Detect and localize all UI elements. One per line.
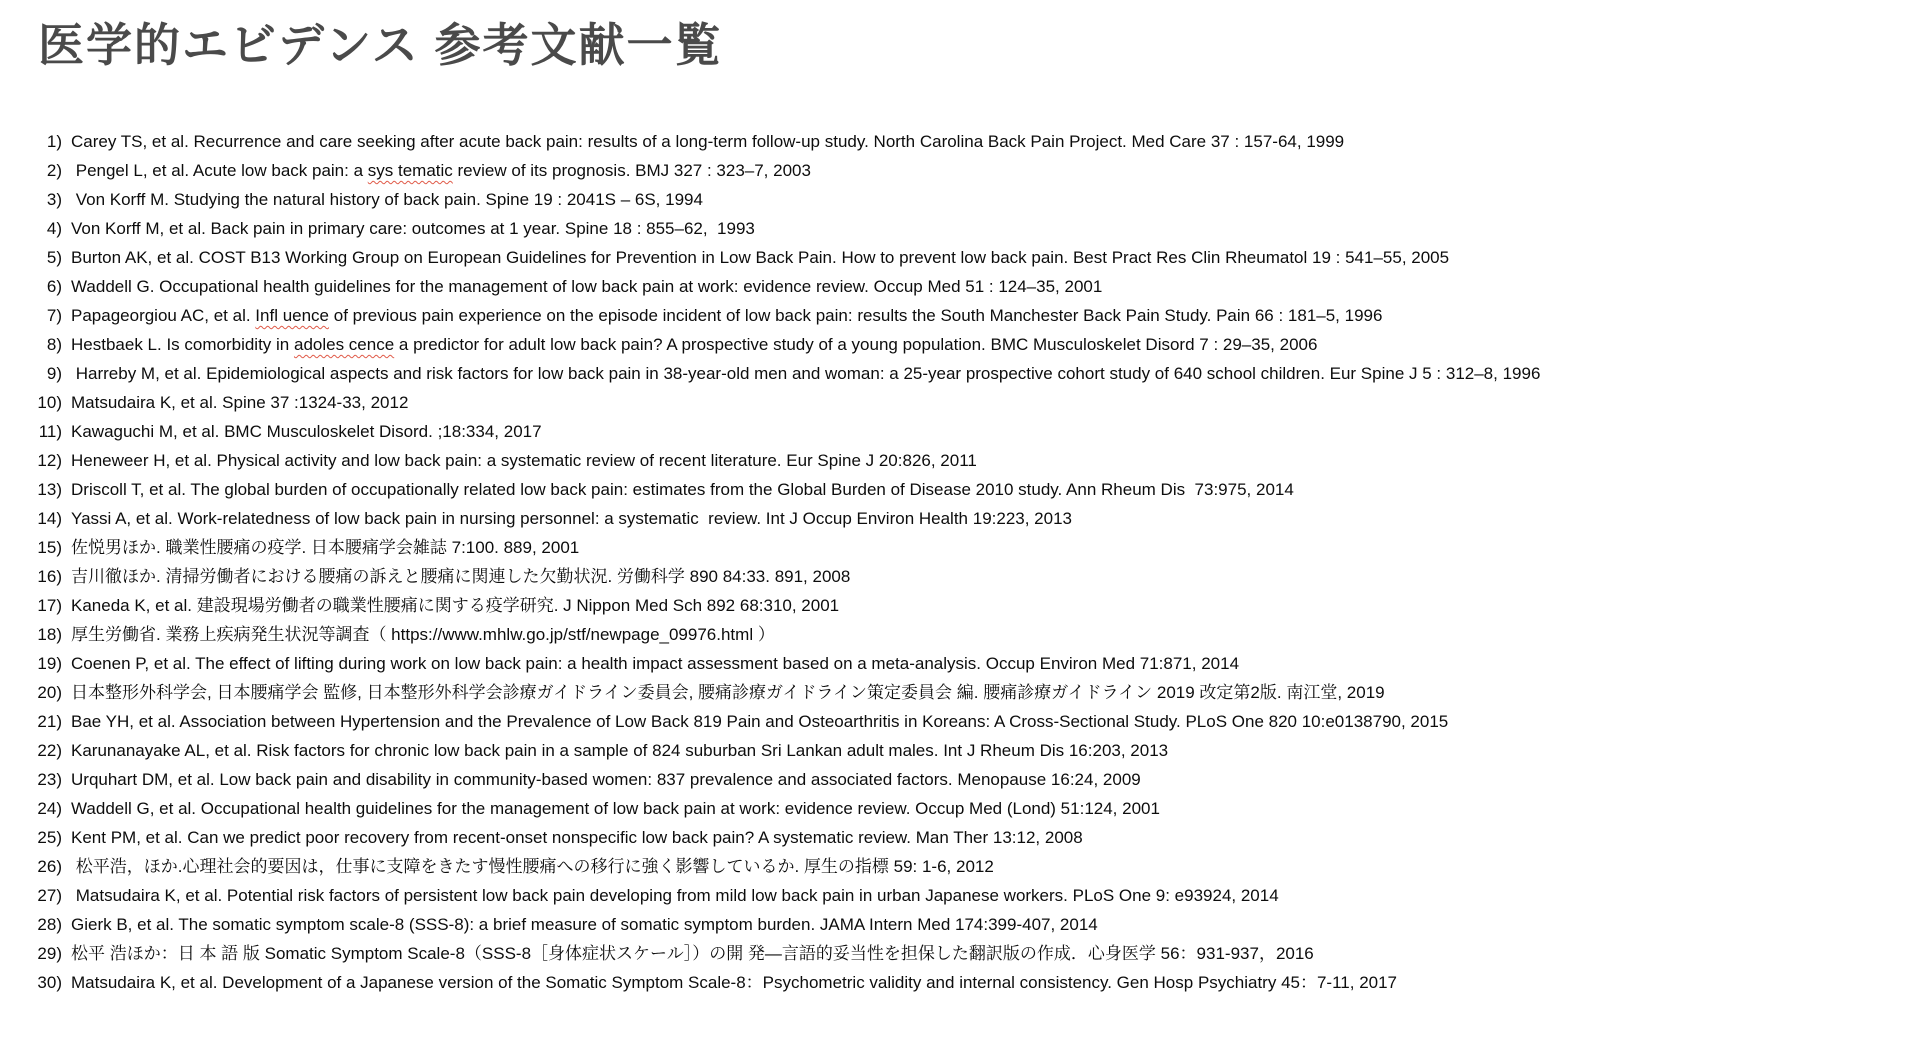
reference-number: 27)	[37, 886, 62, 906]
reference-number: 22)	[37, 741, 62, 761]
reference-number: 10)	[37, 393, 62, 413]
reference-item	[36, 939, 1914, 968]
reference-text: Matsudaira K, et al. Spine 37 :1324-33, 2012	[71, 393, 409, 413]
reference-item	[36, 504, 1914, 533]
reference-text: Gierk B, et al. The somatic symptom scale-8 (SSS-8): a brief measure of somatic symptom burden. JAMA Intern Med 174:399-407, 2014	[71, 915, 1098, 935]
reference-item	[36, 214, 1914, 243]
reference-item	[36, 272, 1914, 301]
reference-item	[36, 446, 1914, 475]
reference-text: Kent PM, et al. Can we predict poor recovery from recent-onset nonspecific low back pain? A systematic review. Man Ther 13:12, 2008	[71, 828, 1083, 848]
reference-item	[36, 649, 1914, 678]
reference-text: Waddell G, et al. Occupational health guidelines for the management of low back pain at work: evidence review. Occup Med (Lond) 51:124, 2001	[71, 799, 1160, 819]
reference-number: 11)	[38, 422, 62, 442]
reference-text: Waddell G. Occupational health guidelines for the management of low back pain at work: evidence review. Occup Med 51 : 124–35, 2001	[71, 277, 1103, 297]
reference-text: Hestbaek L. Is comorbidity in adoles cence a predictor for adult low back pain? A prospective study of a young population. BMC Musculoskelet Disord 7 : 29–35, 2006	[71, 335, 1318, 355]
reference-item	[36, 591, 1914, 620]
reference-number: 9)	[46, 364, 62, 384]
reference-number: 25)	[37, 828, 62, 848]
reference-number: 8)	[46, 335, 62, 355]
reference-number: 5)	[46, 248, 62, 268]
reference-number: 20)	[37, 683, 62, 703]
reference-item	[36, 301, 1914, 330]
reference-number: 7)	[46, 306, 62, 326]
reference-text: Pengel L, et al. Acute low back pain: a sys tematic review of its prognosis. BMJ 327 : 323–7, 2003	[71, 161, 811, 181]
reference-number: 28)	[37, 915, 62, 935]
reference-text: Urquhart DM, et al. Low back pain and disability in community-based women: 837 prevalence and associated factors. Menopause 16:24, 2009	[71, 770, 1141, 790]
reference-text: Papageorgiou AC, et al. Infl uence of previous pain experience on the episode incident of low back pain: results the South Manchester Back Pain Study. Pain 66 : 181–5, 1996	[71, 306, 1383, 326]
reference-text: Von Korff M. Studying the natural history of back pain. Spine 19 : 2041S – 6S, 1994	[71, 190, 703, 210]
reference-number: 21)	[37, 712, 62, 732]
reference-number: 23)	[37, 770, 62, 790]
reference-number: 4)	[46, 219, 62, 239]
reference-item	[36, 533, 1914, 562]
reference-number: 16)	[37, 567, 62, 587]
reference-text: 厚生労働省. 業務上疾病発生状況等調査（ https://www.mhlw.go.jp/stf/newpage_09976.html ）	[71, 625, 775, 645]
reference-item	[36, 678, 1914, 707]
reference-item	[36, 881, 1914, 910]
reference-text: Burton AK, et al. COST B13 Working Group on European Guidelines for Prevention in Low Back Pain. How to prevent low back pain. Best Pract Res Clin Rheumatol 19 : 541–55, 2005	[71, 248, 1450, 268]
reference-text: Karunanayake AL, et al. Risk factors for chronic low back pain in a sample of 824 suburban Sri Lankan adult males. Int J Rheum Dis 16:203, 2013	[71, 741, 1169, 761]
reference-number: 2)	[46, 161, 62, 181]
reference-item	[36, 968, 1914, 997]
reference-item	[36, 852, 1914, 881]
spellcheck-squiggle-text: Infl uence	[255, 306, 330, 326]
reference-item	[36, 417, 1914, 446]
reference-item	[36, 620, 1914, 649]
reference-item	[36, 794, 1914, 823]
reference-number: 30)	[37, 973, 62, 993]
reference-number: 6)	[46, 277, 62, 297]
reference-text: Harreby M, et al. Epidemiological aspects and risk factors for low back pain in 38-year-old men and woman: a 25-year prospective cohort study of 640 school children. Eur Spine J 5 : 312–8, 1996	[71, 364, 1541, 384]
reference-number: 13)	[37, 480, 62, 500]
reference-number: 12)	[37, 451, 62, 471]
reference-item	[36, 475, 1914, 504]
reference-item	[36, 127, 1914, 156]
reference-number: 19)	[37, 654, 62, 674]
spellcheck-squiggle-text: sys tematic	[367, 161, 453, 181]
reference-item	[36, 330, 1914, 359]
reference-number: 29)	[37, 944, 62, 964]
reference-text: Coenen P, et al. The effect of lifting during work on low back pain: a health impact assessment based on a meta-analysis. Occup Environ Med 71:871, 2014	[71, 654, 1240, 674]
reference-item	[36, 156, 1914, 185]
reference-number: 14)	[37, 509, 62, 529]
reference-text: Matsudaira K, et al. Potential risk factors of persistent low back pain developing from mild low back pain in urban Japanese workers. PLoS One 9: e93924, 2014	[71, 886, 1279, 906]
reference-text: Von Korff M, et al. Back pain in primary care: outcomes at 1 year. Spine 18 : 855–62, 1993	[71, 219, 755, 239]
reference-item	[36, 243, 1914, 272]
reference-text: Carey TS, et al. Recurrence and care seeking after acute back pain: results of a long-term follow-up study. North Carolina Back Pain Project. Med Care 37 : 157-64, 1999	[71, 132, 1345, 152]
reference-number: 15)	[37, 538, 62, 558]
reference-number: 26)	[37, 857, 62, 877]
reference-number: 17)	[37, 596, 62, 616]
reference-number: 24)	[37, 799, 62, 819]
reference-text: Yassi A, et al. Work-relatedness of low back pain in nursing personnel: a systematic review. Int J Occup Environ Health 19:223, 2013	[71, 509, 1072, 529]
reference-text: Driscoll T, et al. The global burden of occupationally related low back pain: estimates from the Global Burden of Disease 2010 study. Ann Rheum Dis 73:975, 2014	[71, 480, 1294, 500]
reference-text: Heneweer H, et al. Physical activity and low back pain: a systematic review of recent literature. Eur Spine J 20:826, 2011	[71, 451, 977, 471]
reference-list	[36, 127, 1914, 997]
reference-item	[36, 359, 1914, 388]
reference-text: 吉川徹ほか. 清掃労働者における腰痛の訴えと腰痛に関連した欠勤状況. 労働科学 890 84:33. 891, 2008	[71, 567, 851, 587]
reference-number: 18)	[37, 625, 62, 645]
reference-item	[36, 736, 1914, 765]
reference-text: Matsudaira K, et al. Development of a Japanese version of the Somatic Symptom Scale-8：Psychometric validity and internal consistency. Gen Hosp Psychiatry 45：7-11, 2017	[71, 973, 1398, 993]
spellcheck-squiggle-text: adoles cence	[293, 335, 395, 355]
reference-item	[36, 562, 1914, 591]
reference-item	[36, 765, 1914, 794]
reference-item	[36, 823, 1914, 852]
reference-text: 松平浩，ほか.心理社会的要因は，仕事に支障をきたす慢性腰痛への移行に強く影響しているか. 厚生の指標 59: 1-6, 2012	[71, 857, 994, 877]
reference-text: 佐悦男ほか. 職業性腰痛の疫学. 日本腰痛学会雑誌 7:100. 889, 2001	[71, 538, 580, 558]
reference-item	[36, 910, 1914, 939]
reference-item	[36, 388, 1914, 417]
reference-item	[36, 707, 1914, 736]
reference-text: 松平 浩ほか：日 本 語 版 Somatic Symptom Scale-8（SSS-8［身体症状スケール］）の開 発―言語的妥当性を担保した翻訳版の作成．心身医学 56：931-937，2016	[71, 944, 1314, 964]
reference-number: 3)	[46, 190, 62, 210]
reference-item	[36, 185, 1914, 214]
reference-text: Kaneda K, et al. 建設現場労働者の職業性腰痛に関する疫学研究. J Nippon Med Sch 892 68:310, 2001	[71, 596, 840, 616]
reference-text: Bae YH, et al. Association between Hypertension and the Prevalence of Low Back 819 Pain and Osteoarthritis in Koreans: A Cross-Sectional Study. PLoS One 820 10:e0138790, 2015	[71, 712, 1449, 732]
reference-text: Kawaguchi M, et al. BMC Musculoskelet Disord. ;18:334, 2017	[71, 422, 542, 442]
reference-number: 1)	[46, 132, 62, 152]
reference-text: 日本整形外科学会, 日本腰痛学会 監修, 日本整形外科学会診療ガイドライン委員会, 腰痛診療ガイドライン策定委員会 編. 腰痛診療ガイドライン 2019 改定第2版. 南江堂, 2019	[71, 683, 1385, 703]
page-title: 医学的エビデンス 参考文献一覧	[38, 19, 723, 71]
